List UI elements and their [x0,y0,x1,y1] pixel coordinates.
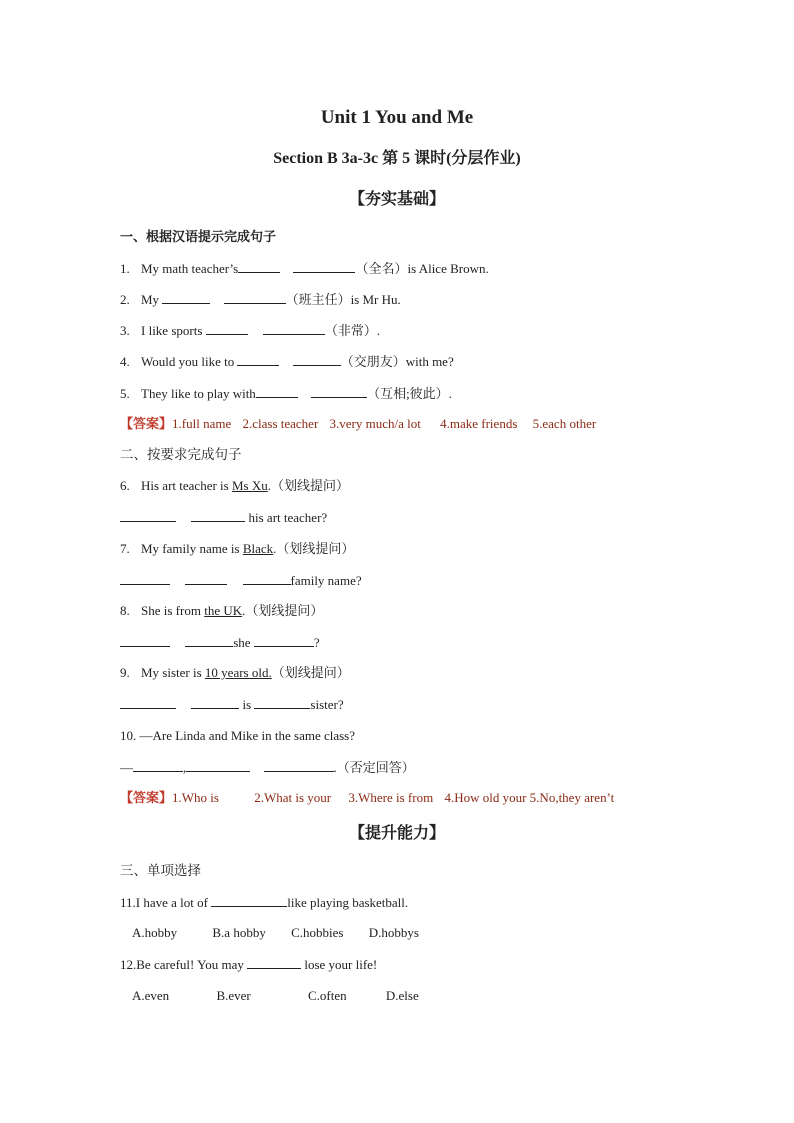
answer-blank[interactable] [162,291,210,304]
question-number: 3. [120,323,130,338]
question-text: I like sports [141,323,203,338]
question-text: She is from [141,603,201,618]
answer-blank[interactable] [237,353,279,366]
question-3 [120,322,380,339]
question-9-answer-line [120,696,344,713]
question-11-options [132,925,419,941]
underlined-phrase: Ms Xu [231,478,268,493]
question-5 [120,385,452,402]
answer-item: 2.What is your [254,790,332,805]
question-11 [120,894,408,911]
question-hint: .（划线提问） [242,603,324,618]
answer-blank[interactable] [120,696,176,709]
question-hint: .（划线提问） [273,541,355,556]
question-1 [120,260,489,277]
question-number: 7. [120,541,130,556]
page-title: Unit 1 You and Me [320,107,474,128]
question-hint: （划线提问） [271,665,350,680]
answer-item: 3.very much/a lot [329,416,421,431]
answer-blank[interactable] [120,572,170,585]
answer-blank[interactable] [211,894,287,907]
question-number: 6. [120,478,130,493]
answer-blank[interactable] [311,385,367,398]
question-hint: （班主任）is Mr Hu. [285,292,401,307]
answer-blank[interactable] [254,634,314,647]
answer-item: 1.full name [172,416,232,431]
answer-blank[interactable] [264,759,334,772]
question-7-answer-line [120,572,362,589]
question-text: My family name is [141,541,240,556]
question-hint: （交朋友）with me? [340,354,454,369]
question-text: 11.I have a lot of [120,895,208,910]
answer-key-1 [120,416,596,432]
question-text: My math teacher’s [141,261,239,276]
question-hint: .（划线提问） [267,478,349,493]
question-text: is [242,697,252,712]
page-subtitle: Section B 3a-3c 第 5 课时(分层作业) [273,150,521,167]
answer-blank[interactable] [243,572,291,585]
answer-blank[interactable] [191,696,239,709]
question-12-options [132,988,419,1004]
section-improve-heading: 【提升能力】 [348,825,445,842]
question-hint: （非常）. [324,323,381,338]
answer-blank[interactable] [247,956,301,969]
answer-item: 2.class teacher [242,416,319,431]
question-10-answer-line [120,759,415,776]
question-text: They like to play with [141,386,256,401]
answer-blank[interactable] [256,385,298,398]
question-text: sister? [310,697,344,712]
answer-blank[interactable] [185,572,227,585]
question-hint: （互相;彼此）. [367,386,452,401]
question-text: she [233,635,251,650]
underlined-phrase: the UK [204,603,243,618]
answer-blank[interactable] [293,353,341,366]
question-text: Would you like to [141,354,235,369]
option[interactable]: C.hobbies [291,925,344,940]
question-4 [120,353,454,370]
question-2 [120,291,401,308]
question-text: like playing basketball. [287,895,409,910]
question-number: 10. [120,728,137,743]
underlined-phrase: Black [242,541,274,556]
question-number: 5. [120,386,130,401]
underlined-phrase: 10 years old. [204,665,272,680]
question-8-answer-line [120,634,320,651]
question-text: His art teacher is [141,478,229,493]
answer-blank[interactable] [191,509,245,522]
answer-blank[interactable] [254,696,310,709]
answer-blank[interactable] [133,759,183,772]
question-number: 9. [120,665,130,680]
question-text: My [141,292,160,307]
question-6-answer-line [120,509,327,526]
option[interactable]: A.even [132,988,170,1003]
question-12 [120,956,377,973]
answer-blank[interactable] [293,260,355,273]
part1-heading: 一、根据汉语提示完成句子 [120,229,277,244]
answer-blank[interactable] [186,759,250,772]
question-text: 12.Be careful! You may [120,957,244,972]
answer-blank[interactable] [185,634,233,647]
answer-blank[interactable] [120,634,170,647]
question-number: 8. [120,603,130,618]
answer-item: 3.Where is from [348,790,434,805]
answer-item: 1.Who is [172,790,219,805]
question-7 [120,541,354,557]
question-text: lose your life! [304,957,378,972]
question-text: ? [313,635,320,650]
option[interactable]: C.often [307,988,347,1003]
answer-blank[interactable] [224,291,286,304]
answer-item: 4.How old your 5.No,they aren’t [444,790,615,805]
question-10 [120,728,355,744]
question-text: family name? [290,573,362,588]
dash: — [120,760,133,775]
question-number: 2. [120,292,130,307]
section-foundation-heading: 【夯实基础】 [348,191,445,208]
question-text: his art teacher? [248,510,328,525]
option[interactable]: B.a hobby [212,925,266,940]
option[interactable]: A.hobby [132,925,178,940]
question-text: My sister is [141,665,202,680]
answer-tag: 【答案】 [120,416,173,431]
question-9 [120,665,350,681]
question-number: 4. [120,354,130,369]
question-8 [120,603,323,619]
part3-heading: 三、单项选择 [120,863,201,878]
option[interactable]: D.else [385,988,419,1003]
comma: , [183,760,187,775]
answer-item: 5.each other [532,416,597,431]
answer-blank[interactable] [263,322,325,335]
question-hint: （全名）is Alice Brown. [355,261,489,276]
part2-heading: 二、按要求完成句子 [120,447,242,462]
option[interactable]: D.hobbys [368,925,419,940]
question-text: —Are Linda and Mike in the same class? [139,728,356,743]
answer-item: 4.make friends [440,416,518,431]
answer-blank[interactable] [206,322,248,335]
question-6 [120,478,349,494]
answer-blank[interactable] [238,260,280,273]
answer-key-2 [120,790,614,806]
answer-tag: 【答案】 [120,790,173,805]
option[interactable]: B.ever [216,988,251,1003]
question-hint: .（否定回答） [333,760,415,775]
answer-blank[interactable] [120,509,176,522]
question-number: 1. [120,261,130,276]
